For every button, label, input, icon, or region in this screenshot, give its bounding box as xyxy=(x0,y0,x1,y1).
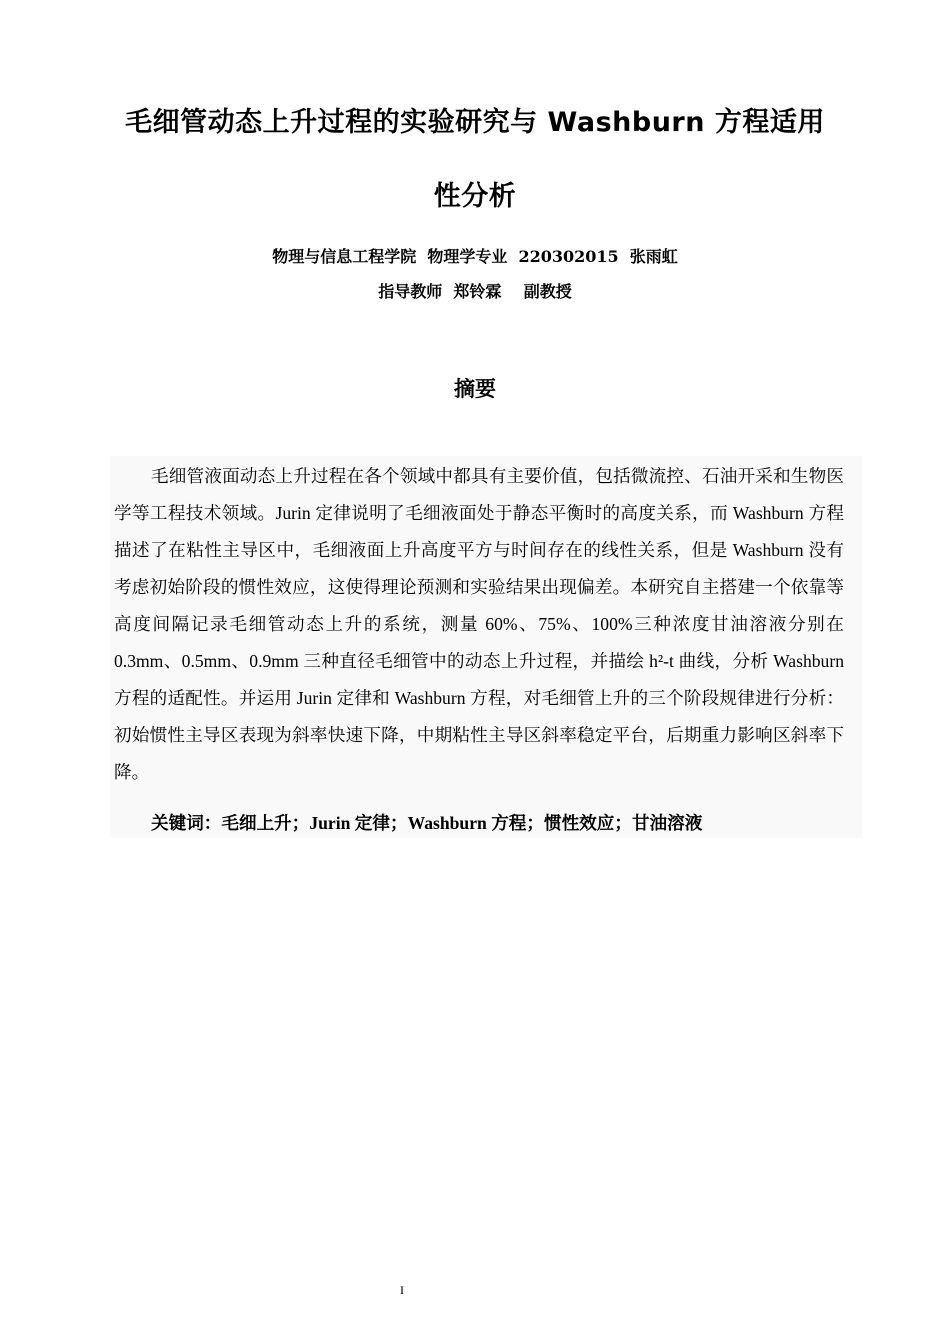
page-number: I xyxy=(400,1283,404,1297)
abstract-body: 毛细管液面动态上升过程在各个领域中都具有主要价值，包括微流控、石油开采和生物医学等工程技术领域。Jurin 定律说明了毛细液面处于静态平衡时的高度关系，而 Washburn 方程描述了在粘性主导区中，毛细液面上升高度平方与时间存在的线性关系，但是 Washburn 没有考虑初始阶段的惯性效应，这使得理论预测和实验结果出现偏差。本研究自主搭建一个依靠等高度间隔记录毛细管动态上升的系统，测量 60%、75%、100%三种浓度甘油溶液分别在 0.3mm、0.5mm、0.9mm 三种直径毛细管中的动态上升过程，并描绘 h²-t 曲线，分析 Washburn 方程的适配性。并运用 Jurin 定律和 Washburn 方程，对毛细管上升的三个阶段规律进行分析：初始惯性主导区表现为斜率快速下降，中期粘性主导区斜率稳定平台，后期重力影响区斜率下降。 xyxy=(114,466,844,782)
advisor-line: 指导教师 郑铃霖 副教授 xyxy=(378,282,572,301)
abstract-heading: 摘要 xyxy=(454,377,496,401)
author-affiliation-line: 物理与信息工程学院 物理学专业 220302015 张雨虹 xyxy=(272,247,678,266)
paper-title-line-2: 性分析 xyxy=(433,181,517,212)
paper-title-line-1: 毛细管动态上升过程的实验研究与 Washburn 方程适用 xyxy=(125,107,825,138)
keywords-line: 关键词：毛细上升；Jurin 定律；Washburn 方程；惯性效应；甘油溶液 xyxy=(151,813,703,833)
abstract-block xyxy=(110,456,862,838)
